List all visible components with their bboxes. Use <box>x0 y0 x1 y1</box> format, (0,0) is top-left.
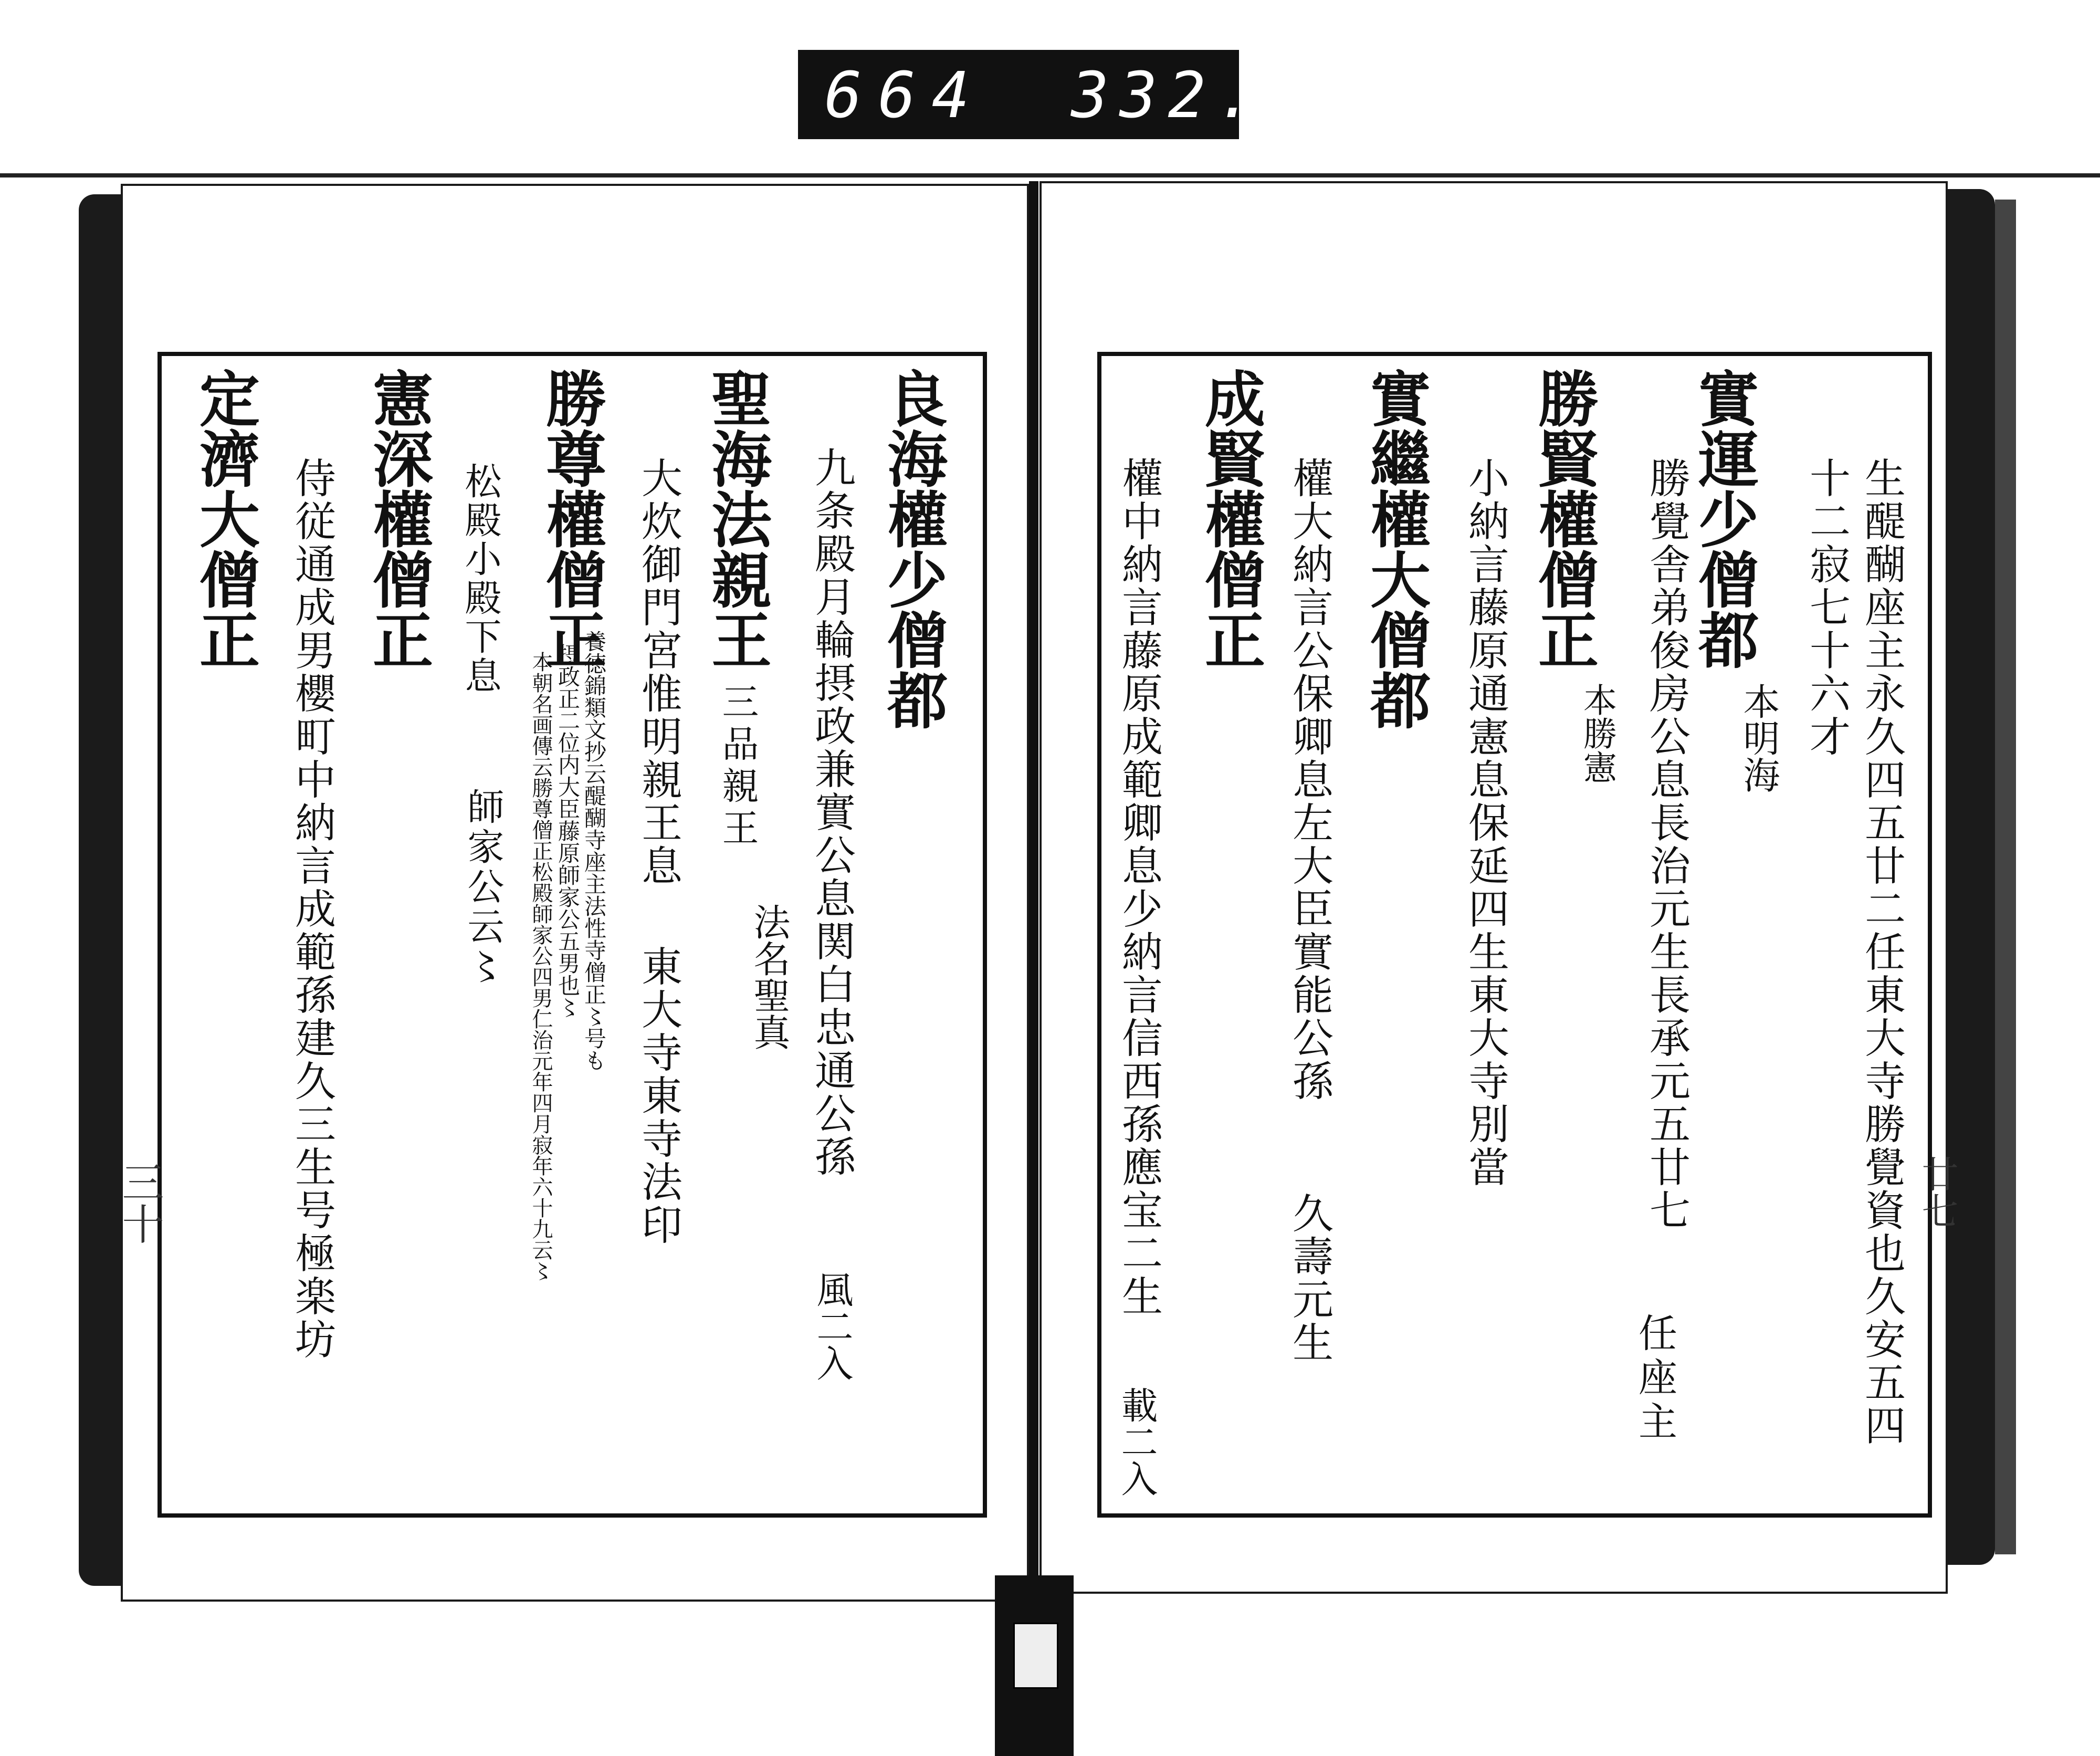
left-col-5-small-3: 本朝名画傳云勝尊僧正松殿師家公四男仁治元年四月寂年六十九云〻 <box>529 651 553 1281</box>
left-col-6: 松殿小殿下息 <box>459 462 502 695</box>
right-col-3-note: 本明海 <box>1737 683 1780 793</box>
right-col-8: 權大納言公保卿息左大臣實能公孫 <box>1286 457 1333 1103</box>
left-col-4-note: 東大寺東寺法印 <box>635 945 682 1247</box>
right-col-9-heading: 成賢權僧正 <box>1194 368 1265 670</box>
left-col-7-heading: 憲深權僧正 <box>362 368 433 670</box>
left-col-3-mid: 三品親王 <box>716 683 759 851</box>
left-col-6-note: 師家公云〻 <box>461 788 505 987</box>
left-col-5-small-1: 養徳錦類文抄云醍醐寺座主法性寺僧正〻号も <box>581 630 607 1071</box>
right-col-1: 生醍醐座主永久四五廿二任東大寺勝覺資也久安五四 <box>1858 457 1905 1447</box>
left-col-1-heading: 良海權少僧都 <box>877 368 948 730</box>
left-col-5-heading: 勝尊權僧正 <box>536 368 606 670</box>
right-col-6: 小納言藤原通憲息保延四生東大寺別當 <box>1462 457 1509 1189</box>
right-col-4: 勝覺舎弟俊房公息長治元生長承元五廿七 <box>1643 457 1690 1232</box>
film-label-left: 664 <box>824 59 985 132</box>
film-label-right: 332. <box>1071 59 1265 132</box>
right-side-numeral: 廿七 <box>1916 1155 1959 1229</box>
left-col-4: 大炊御門宮惟明親王息 <box>635 457 682 887</box>
right-col-5-note: 本勝憲 <box>1578 683 1616 783</box>
left-col-8: 侍従通成男櫻町中納言成範孫建久三生号極楽坊 <box>288 457 335 1361</box>
film-label <box>798 50 1265 139</box>
right-col-10-note: 載二入 <box>1115 1386 1158 1497</box>
left-col-2: 九条殿月輪摂政兼實公息関白忠通公孫 <box>808 446 855 1178</box>
left-col-3-note: 法名聖真 <box>748 903 791 1050</box>
left-col-3-heading: 聖海法親王 <box>701 368 772 670</box>
left-side-numeral: 三十 <box>115 1161 164 1245</box>
left-col-2-note: 風二入 <box>811 1271 854 1381</box>
right-col-7-heading: 實繼權大僧都 <box>1360 368 1431 730</box>
right-col-5-heading: 勝賢權僧正 <box>1528 368 1599 670</box>
right-far-edge <box>1995 200 2016 1554</box>
right-col-2: 十二寂七十六才 <box>1803 457 1850 758</box>
right-col-10: 權中納言藤原成範卿息少納言信西孫應宝二生 <box>1115 457 1162 1318</box>
left-col-9-heading: 定濟大僧正 <box>189 368 260 670</box>
scan-top-line <box>0 173 2100 177</box>
left-col-5-small-2: 摂政正二位内大臣藤原師家公五男也〻 <box>555 643 581 1018</box>
right-col-8-note: 久壽元生 <box>1286 1192 1333 1364</box>
spine-tab-hole <box>1013 1623 1058 1689</box>
right-col-4-note: 任座主 <box>1632 1313 1677 1445</box>
right-col-3-heading: 實運少僧都 <box>1688 368 1759 670</box>
spine-line <box>1029 181 1038 1588</box>
